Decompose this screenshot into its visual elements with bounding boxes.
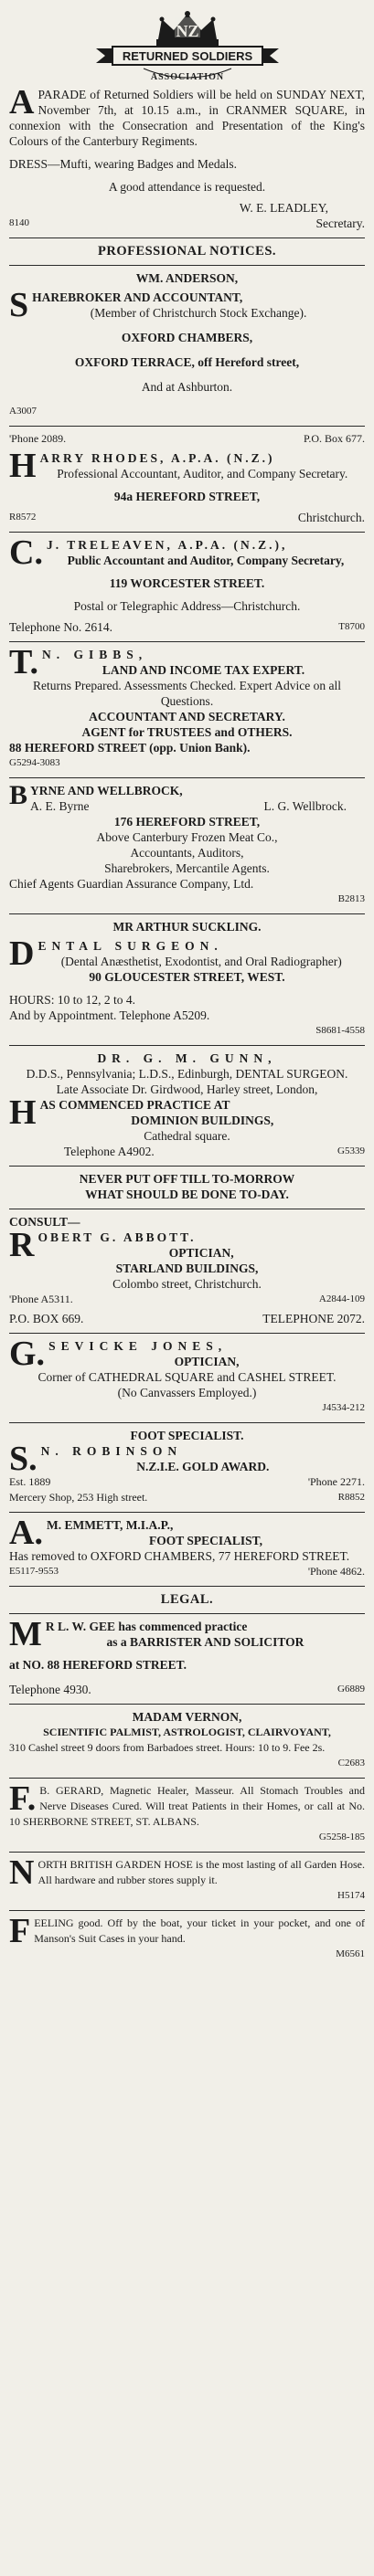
- vernon-title: SCIENTIFIC PALMIST, ASTROLOGIST, CLAIRVOYANT,: [43, 1726, 331, 1738]
- ad-ref: 8140: [9, 217, 29, 228]
- suckling-ad: [9, 914, 365, 1046]
- gibbs-line2: Returns Prepared. Assessments Checked. Expert Advice on all Questions.: [32, 679, 342, 708]
- gerard-ad: [9, 1779, 365, 1853]
- never-put-off-notice: [9, 1167, 365, 1209]
- drop-cap: A: [9, 83, 35, 121]
- ad-ref: R8572: [9, 512, 37, 523]
- gibbs-ad: [9, 642, 365, 778]
- suckling-desc: (Dental Anæsthetist, Exodontist, and Oral Radiographer): [60, 955, 342, 968]
- gee-line1-text: R L. W. GEE has commenced practice: [45, 1620, 248, 1633]
- anderson-member: (Member of Christchurch Stock Exchange).: [90, 306, 307, 320]
- treleaven-postal: Postal or Telegraphic Address—Christchurch.: [73, 599, 301, 613]
- robinson-phone: 'Phone 2271.: [307, 1475, 365, 1488]
- gee-line2: as a BARRISTER AND SOLICITOR: [106, 1635, 305, 1649]
- drop-cap: D: [9, 934, 35, 973]
- byrne-desc2: Accountants, Auditors,: [130, 846, 244, 860]
- anderson-address: OXFORD TERRACE, off Hereford street,: [74, 355, 300, 369]
- hose-ad: [9, 1853, 365, 1911]
- gunn-square: Cathedral square.: [144, 1129, 230, 1143]
- hose-body: ORTH BRITISH GARDEN HOSE is the most lasting of all Garden Hose. All hardware and rubber stores supply it.: [37, 1858, 365, 1886]
- professional-heading: PROFESSIONAL NOTICES.: [9, 238, 365, 266]
- returned-soldiers-notice: [9, 4, 365, 238]
- vernon-address: 310 Cashel street 9 doors from Barbadoes street. Hours: 10 to 9. Fee 2s.: [9, 1741, 326, 1754]
- emmett-name: M. EMMETT, M.I.A.P.,: [46, 1518, 174, 1532]
- suckling-title: ENTAL SURGEON.: [37, 939, 223, 953]
- ad-ref: C2683: [337, 1758, 365, 1768]
- ad-ref: E5117-9553: [9, 1566, 59, 1577]
- anderson-branch: And at Ashburton.: [141, 380, 233, 394]
- drop-cap: H: [9, 447, 37, 485]
- signer-title: Secretary.: [315, 216, 365, 230]
- drop-cap: C.: [9, 533, 43, 572]
- jones-address: Corner of CATHEDRAL SQUARE and CASHEL STREET.: [37, 1370, 337, 1384]
- legal-heading: LEGAL.: [9, 1587, 365, 1614]
- ad-ref: M6561: [336, 1948, 365, 1959]
- rhodes-address: 94a HEREFORD STREET,: [113, 490, 261, 503]
- attendance-line: A good attendance is requested.: [108, 180, 266, 194]
- treleaven-ad: [9, 533, 365, 642]
- rhodes-phone: 'Phone 2089.: [9, 432, 67, 445]
- rhodes-name: ARRY RHODES, A.P.A. (N.Z.): [39, 451, 275, 465]
- gunn-quals: D.D.S., Pennsylvania; L.D.S., Edinburgh, DENTAL SURGEON.: [26, 1067, 348, 1081]
- anderson-chambers: OXFORD CHAMBERS,: [121, 331, 253, 344]
- drop-cap: R: [9, 1226, 35, 1264]
- abbott-telephone: TELEPHONE 2072.: [262, 1312, 365, 1325]
- gee-line3: at NO. 88 HEREFORD STREET.: [9, 1658, 187, 1672]
- byrne-ad: [9, 778, 365, 914]
- treleaven-name: J. TRELEAVEN, A.P.A. (N.Z.),: [46, 538, 288, 552]
- anderson-name: WM. ANDERSON,: [135, 271, 239, 285]
- gerard-text: [9, 1779, 365, 1830]
- byrne-desc3: Sharebrokers, Mercantile Agents.: [104, 861, 270, 875]
- emmett-moved: Has removed to OXFORD CHAMBERS, 77 HEREFORD STREET.: [9, 1549, 350, 1563]
- robinson-award: N.Z.I.E. GOLD AWARD.: [136, 1460, 270, 1473]
- abbott-box: P.O. BOX 669.: [9, 1312, 84, 1325]
- emmett-title: FOOT SPECIALIST,: [148, 1534, 262, 1547]
- gunn-practice1: AS COMMENCED PRACTICE AT: [39, 1098, 230, 1112]
- gee-ad: [9, 1614, 365, 1705]
- gibbs-line1: LAND AND INCOME TAX EXPERT.: [102, 663, 305, 677]
- suitcase-ad: [9, 1911, 365, 1969]
- byrne-partner-left: A. E. Byrne: [30, 799, 90, 813]
- rhodes-box: P.O. Box 677.: [303, 432, 365, 445]
- notice-line1: NEVER PUT OFF TILL TO-MORROW: [79, 1172, 295, 1186]
- gunn-ad: [9, 1046, 365, 1167]
- ad-ref: S8681-4558: [315, 1025, 365, 1036]
- drop-cap: H: [9, 1093, 37, 1132]
- signer-name: W. E. LEADLEY,: [239, 201, 328, 215]
- drop-cap: N: [9, 1853, 35, 1892]
- jones-ad: [9, 1334, 365, 1423]
- emmett-phone: 'Phone 4862.: [307, 1565, 365, 1578]
- rhodes-city: Christchurch.: [297, 511, 365, 524]
- robinson-ad: [9, 1423, 365, 1513]
- treleaven-phone: Telephone No. 2614.: [9, 620, 113, 634]
- gee-phone: Telephone 4930.: [9, 1683, 91, 1696]
- ad-ref: G5258-185: [318, 1832, 365, 1842]
- gibbs-line4: AGENT for TRUSTEES and OTHERS.: [81, 725, 293, 739]
- suitcase-body: EELING good. Off by the boat, your ticket in your pocket, and one of Manson's Suit Cases in your hand.: [34, 1916, 365, 1945]
- byrne-desc1: Above Canterbury Frozen Meat Co.,: [96, 830, 278, 844]
- ad-ref: J4534-212: [322, 1402, 365, 1413]
- drop-cap: B: [9, 780, 28, 810]
- logo-banner-text: RETURNED SOLDIERS: [122, 49, 252, 63]
- byrne-title: YRNE AND WELLBROCK,: [30, 784, 183, 797]
- svg-text:NZ: NZ: [175, 22, 199, 40]
- suitcase-text: [9, 1912, 365, 1950]
- hose-text: [9, 1853, 365, 1892]
- robinson-title: FOOT SPECIALIST.: [130, 1429, 244, 1442]
- drop-cap: S.: [9, 1440, 37, 1478]
- abbott-name: OBERT G. ABBOTT.: [37, 1230, 197, 1244]
- gunn-phone: Telephone A4902.: [64, 1145, 155, 1158]
- ad-ref: G6889: [337, 1684, 365, 1694]
- byrne-partner-right: L. G. Wellbrock.: [263, 799, 347, 813]
- emmett-ad: [9, 1513, 365, 1587]
- jones-title: OPTICIAN,: [174, 1355, 240, 1368]
- abbott-ad: [9, 1209, 365, 1334]
- rhodes-desc: Professional Accountant, Auditor, and Company Secretary.: [57, 467, 348, 480]
- drop-cap: A.: [9, 1514, 43, 1552]
- parade-body: PARADE of Returned Soldiers will be held on SUNDAY NEXT, November 7th, at 10.15 a.m., in CRANMER SQUARE, in connexion with the Consecration and Presentation of the King's Colours of the Canterbury Regiments.: [9, 88, 365, 148]
- jones-note: (No Canvassers Employed.): [117, 1386, 257, 1399]
- robinson-name: N. ROBINSON: [40, 1444, 183, 1458]
- gunn-practice2: DOMINION BUILDINGS,: [131, 1114, 274, 1127]
- drop-cap: F: [9, 1912, 31, 1950]
- byrne-desc4: Chief Agents Guardian Assurance Company, Ltd.: [9, 877, 254, 891]
- ad-ref: A2844-109: [318, 1293, 365, 1304]
- treleaven-desc: Public Accountant and Auditor, Company Secretary,: [67, 554, 345, 567]
- crown-icon: [156, 11, 219, 46]
- abbott-street: Colombo street, Christchurch.: [112, 1277, 262, 1291]
- drop-cap: G.: [9, 1335, 46, 1373]
- anderson-ad: [9, 266, 365, 427]
- rhodes-ad: [9, 427, 365, 533]
- treleaven-address: 119 WORCESTER STREET.: [109, 576, 265, 590]
- notice-line2: WHAT SHOULD BE DONE TO-DAY.: [85, 1188, 289, 1201]
- byrne-address: 176 HEREFORD STREET,: [113, 815, 261, 829]
- ad-ref: G5339: [337, 1145, 365, 1156]
- newspaper-column: [9, 0, 365, 1969]
- gibbs-name: N. GIBBS,: [42, 648, 148, 661]
- ad-ref: H5174: [337, 1890, 365, 1901]
- drop-cap: T.: [9, 643, 39, 681]
- rsa-logo: [87, 8, 288, 87]
- jones-name: SEVICKE JONES,: [48, 1339, 228, 1353]
- logo-sub-text: ASSOCIATION: [150, 72, 224, 82]
- abbott-title: OPTICIAN,: [168, 1246, 234, 1260]
- drop-cap: F.: [9, 1779, 37, 1818]
- gibbs-line3: ACCOUNTANT AND SECRETARY.: [89, 710, 285, 723]
- dress-line: DRESS—Mufti, wearing Badges and Medals.: [9, 157, 237, 171]
- suckling-hours: HOURS: 10 to 12, 2 to 4.: [9, 993, 136, 1007]
- robinson-shop: Mercery Shop, 253 High street.: [9, 1491, 148, 1504]
- ad-ref: A3007: [9, 406, 37, 417]
- ad-ref: G5294-3083: [9, 757, 60, 768]
- suckling-name: MR ARTHUR SUCKLING.: [112, 920, 262, 934]
- anderson-profession-text: HAREBROKER AND ACCOUNTANT,: [32, 290, 243, 304]
- vernon-ad: [9, 1705, 365, 1779]
- abbott-building: STARLAND BUILDINGS,: [115, 1262, 259, 1275]
- drop-cap: M: [9, 1615, 42, 1653]
- ad-ref: R8852: [337, 1492, 365, 1503]
- vernon-name: MADAM VERNON,: [132, 1710, 242, 1724]
- abbott-consult: CONSULT—: [9, 1215, 80, 1229]
- parade-text: [9, 83, 365, 149]
- ad-ref: T8700: [338, 621, 365, 632]
- gibbs-address: 88 HEREFORD STREET (opp. Union Bank).: [9, 741, 251, 755]
- abbott-phone: 'Phone A5311.: [9, 1293, 73, 1305]
- suckling-address: 90 GLOUCESTER STREET, WEST.: [89, 970, 285, 984]
- gerard-body: B. GERARD, Magnetic Healer, Masseur. All Stomach Troubles and Nerve Diseases Cured. Will treat Patients in their Homes, or call at No. 10 SHERBORNE STREET, ST. ALBANS.: [9, 1784, 365, 1828]
- gunn-name: DR. G. M. GUNN,: [97, 1051, 277, 1065]
- robinson-est: Est. 1889: [9, 1475, 51, 1488]
- gunn-late: Late Associate Dr. Girdwood, Harley street, London,: [56, 1082, 318, 1096]
- drop-cap: S: [9, 286, 29, 324]
- suckling-appt: And by Appointment. Telephone A5209.: [9, 1008, 210, 1022]
- ad-ref: B2813: [337, 893, 365, 904]
